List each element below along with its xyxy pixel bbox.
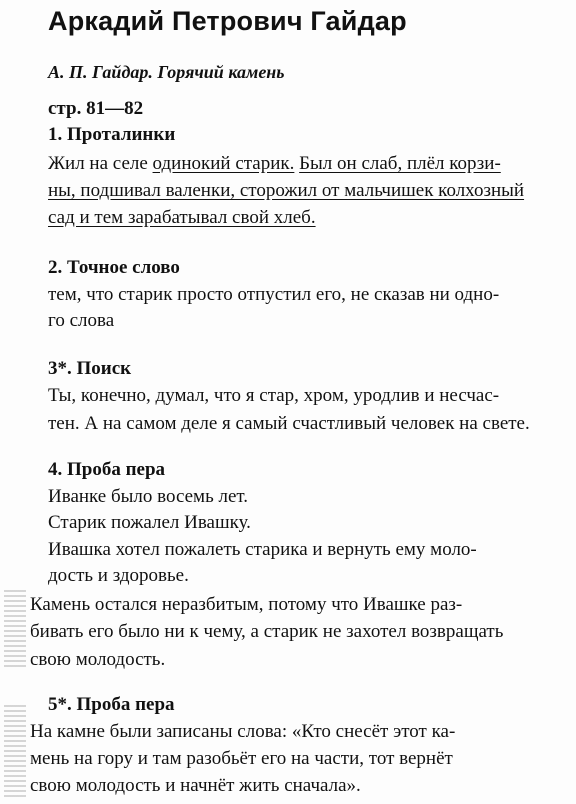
text-line: мень на гору и там разобьёт его на части, тот вернёт [30, 748, 453, 769]
text-line: Старик пожалел Ивашку. [48, 512, 251, 533]
section-heading: 1. Проталинки [48, 124, 176, 145]
text-line [48, 154, 560, 173]
text-line [48, 181, 560, 200]
text-line: Камень остался неразбитым, потому что Ивашке раз- [30, 594, 463, 615]
section-heading: 3*. Поиск [48, 358, 132, 379]
text-line: Иванке было восемь лет. [48, 486, 249, 507]
section-heading: 2. Точное слово [48, 257, 180, 278]
text-line [48, 208, 560, 227]
text-line: На камне были записаны слова: «Кто снесёт этот ка- [30, 721, 456, 742]
text-line: Ивашка хотел пожалеть старика и вернуть ему моло- [48, 539, 477, 560]
text-line: тен. А на самом деле я самый счастливый человек на свете. [48, 413, 530, 434]
scan-edge-shadow [4, 590, 26, 670]
text-line: бивать его было ни к чему, а старик не захотел возвращать [30, 621, 504, 642]
text-line: свою молодость и начнёт жить сначала». [30, 775, 361, 796]
section-heading: 4. Проба пера [48, 459, 166, 480]
text-line: дость и здоровье. [48, 565, 189, 586]
page-range: стр. 81—82 [48, 98, 144, 119]
text-line: свою молодость. [30, 649, 166, 670]
underlined-text: Был он слаб, плёл корзи- [299, 153, 501, 174]
underlined-text: ны, подшивал валенки, сторожил от мальчишек колхозный [48, 180, 525, 201]
underlined-text: одинокий старик. [152, 153, 295, 174]
work-title: А. П. Гайдар. Горячий камень [48, 62, 285, 82]
text-line: Ты, конечно, думал, что я стар, хром, уродлив и несчас- [48, 385, 500, 406]
underlined-text: сад и тем зарабатывал свой хлеб. [48, 207, 316, 228]
scan-edge-shadow [4, 705, 26, 800]
text-fragment: Жил на селе [48, 153, 153, 174]
text-line: тем, что старик просто отпустил его, не сказав ни одно- [48, 284, 500, 305]
text-line: го слова [48, 310, 115, 331]
author-heading: Аркадий Петрович Гайдар [48, 6, 407, 36]
section-heading: 5*. Проба пера [48, 694, 175, 715]
